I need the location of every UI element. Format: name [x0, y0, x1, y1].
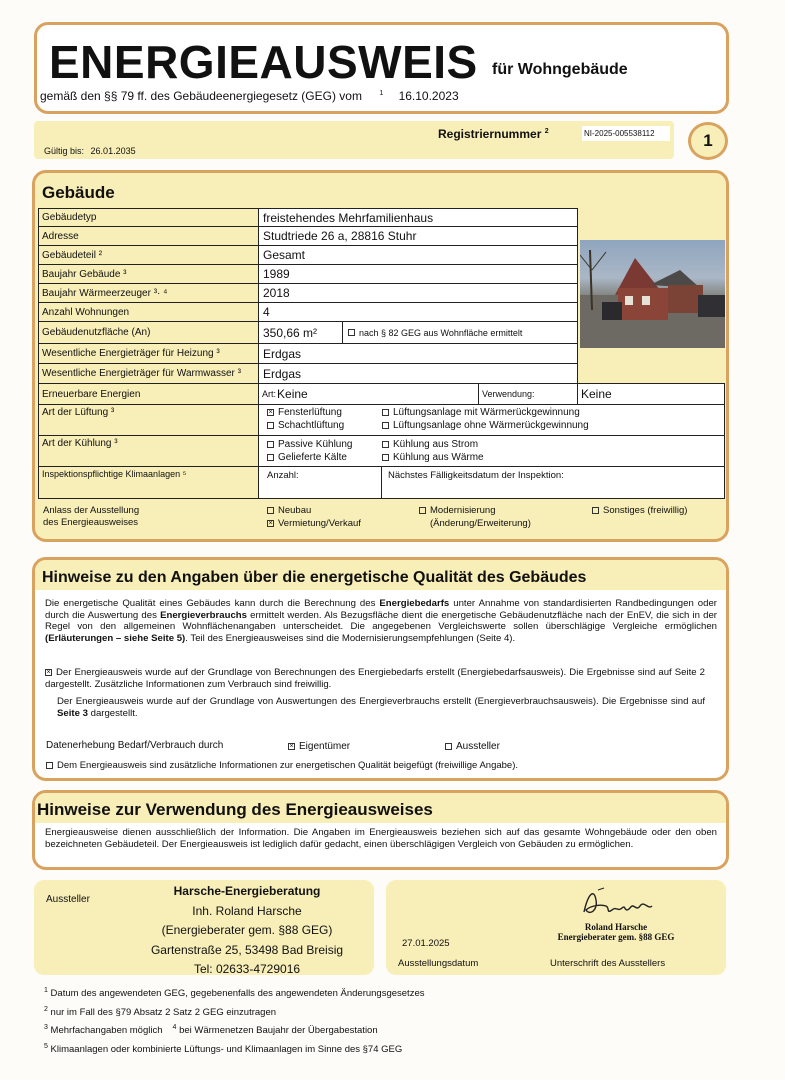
checkbox-icon[interactable]	[382, 441, 389, 448]
ventilation-options	[258, 404, 725, 436]
row-value	[258, 321, 578, 344]
reason-option: Neubau	[267, 505, 311, 516]
notes-usage-title: Hinweise zur Verwendung des Energieausweises	[37, 800, 433, 819]
additional-info: Dem Energieausweis sind zusätzliche Informationen zur energetischen Qualität beigefügt (freiwillige Angabe).	[46, 760, 518, 771]
footnotes	[44, 983, 424, 1058]
option-label: Fensterlüftung	[278, 407, 342, 418]
footnote: $^2$ nur im Fall des §79 Absatz 2 Satz 2 GEG einzutragen	[44, 1005, 277, 1018]
inspection-count: Anzahl:	[258, 466, 382, 499]
option-label: Lüftungsanlage mit Wärmerückgewinnung	[393, 407, 580, 418]
row-value: Erdgas	[258, 343, 578, 364]
reason-option: Modernisierung	[419, 505, 495, 516]
building-photo	[580, 240, 725, 348]
checkbox-icon[interactable]	[267, 441, 274, 448]
notes-quality-section	[32, 557, 729, 781]
footnote: $^5$ Klimaanlagen oder kombinierte Lüftungs- und Klimaanlagen im Sinne des §74 GEG	[44, 1042, 403, 1056]
option-label: Kühlung aus Strom	[393, 439, 479, 450]
area-note: nach § 82 GEG aus Wohnfläche ermittelt	[342, 322, 579, 343]
row-value: 4	[258, 302, 578, 322]
cooling-options	[258, 435, 725, 467]
row-value: Studtriede 26 a, 28816 Stuhr	[258, 226, 578, 246]
page-number-badge	[688, 122, 728, 160]
checkbox-icon[interactable]	[592, 507, 599, 514]
signature-box	[386, 880, 726, 975]
option-label: Passive Kühlung	[278, 439, 353, 450]
page-number: 1	[703, 131, 713, 150]
checkbox-icon[interactable]	[419, 507, 426, 514]
row-label: Gebäudenutzfläche (An)	[38, 321, 259, 344]
checkbox-icon[interactable]	[382, 409, 389, 416]
signature-image	[576, 884, 666, 922]
document-title: ENERGIEAUSWEIS	[49, 36, 478, 88]
notes-usage-section	[32, 790, 729, 870]
option-label: Kühlung aus Wärme	[393, 452, 484, 463]
reason-option: Sonstiges (freiwillig)	[592, 505, 687, 516]
row-label: Wesentliche Energieträger für Heizung ³	[38, 343, 259, 364]
notes-usage-text: Energieausweise dienen ausschließlich der Information. Die Angaben im Energieausweis beziehen sich auf das gesamte Wohngebäude oder den oben bezeichneten Gebäudeteil. Der Energieausweis ist lediglich dafür gedacht, einen überschlägigen Vergleich von Gebäuden zu ermöglichen.	[45, 827, 717, 850]
checkbox-icon[interactable]	[382, 454, 389, 461]
cooling-label: Art der Kühlung ³	[38, 435, 259, 467]
row-value: 1989	[258, 264, 578, 284]
registration-label: Registriernummer $^2$	[438, 127, 549, 141]
signature-stamp: Roland Harsche Energieberater gem. §88 GEG	[557, 922, 675, 942]
building-section-title: Gebäude	[42, 183, 115, 202]
checkbox-icon[interactable]: ×	[46, 668, 51, 676]
checkbox-icon[interactable]	[267, 507, 274, 514]
checkbox-icon[interactable]: ×	[289, 742, 294, 750]
renewable-use-label: Verwendung:	[478, 383, 578, 405]
signature-label: Unterschrift des Ausstellers	[550, 958, 666, 969]
checkbox-icon[interactable]: ×	[268, 519, 273, 527]
renewable-art: Art: Keine	[258, 383, 479, 405]
issuer-address: Harsche-Energieberatung Inh. Roland Harsche (Energieberater gem. §88 GEG) Gartenstraße 25, 53498 Bad Breisig Tel: 02633-4729016	[150, 884, 344, 976]
data-collection-label: Datenerhebung Bedarf/Verbrauch durch	[46, 740, 224, 751]
row-label: Baujahr Wärmeerzeuger ³· ⁴	[38, 283, 259, 303]
row-label: Anzahl Wohnungen	[38, 302, 259, 322]
option-label: Lüftungsanlage ohne Wärmerückgewinnung	[393, 420, 589, 431]
renewable-label: Erneuerbare Energien	[38, 383, 259, 405]
checkbox-icon[interactable]	[445, 743, 452, 750]
footnote: $^3$ Mehrfachangaben möglich $^4$ bei Wärmenetzen Baujahr der Übergabestation	[44, 1024, 378, 1037]
checkbox-icon[interactable]	[46, 762, 53, 769]
row-label: Wesentliche Energieträger für Warmwasser ³	[38, 363, 259, 384]
renewable-use-value: Keine	[577, 383, 725, 405]
law-line: gemäß den §§ 79 ff. des Gebäudeenergiegesetz (GEG) vom $^1$ 16.10.2023	[40, 89, 459, 103]
option-consumption: Der Energieausweis wurde auf der Grundlage von Auswertungen des Energieverbrauchs erstellt (Energieverbrauchsausweis). Die Ergebnisse sind auf Seite 3 dargestellt.	[57, 696, 705, 719]
option-label: Gelieferte Kälte	[278, 452, 347, 463]
row-label: Gebäudeteil ²	[38, 245, 259, 265]
row-label: Adresse	[38, 226, 259, 246]
inspection-label: Inspektionspflichtige Klimaanlagen ⁵	[38, 466, 259, 499]
row-label: Baujahr Gebäude ³	[38, 264, 259, 284]
registration-bar	[34, 121, 674, 159]
registration-number: NI-2025-005538112	[582, 126, 670, 141]
issue-date-label: Ausstellungsdatum	[398, 958, 479, 969]
row-value: Erdgas	[258, 363, 578, 384]
row-value: 2018	[258, 283, 578, 303]
option-label: Schachtlüftung	[278, 420, 345, 431]
checkbox-icon[interactable]: ×	[268, 408, 273, 416]
reason-label: Anlass der Ausstellung des Energieausweises	[43, 505, 140, 528]
option-demand: × Der Energieausweis wurde auf der Grundlage von Berechnungen des Energiebedarfs erstellt (Energiebedarfsausweis). Die Ergebnisse sind auf Seite 2 dargestellt. Zusätzliche Informationen zum Verbrauch sind freiwillig.	[45, 667, 705, 690]
reason-option-cont: (Änderung/Erweiterung)	[430, 518, 531, 529]
issuer-option: Aussteller	[445, 741, 500, 752]
notes-quality-paragraph: Die energetische Qualität eines Gebäudes kann durch die Berechnung des Energiebedarfs unter Annahme von standardisierten Randbedingungen oder durch die Auswertung des Energieverbrauchs ermittelt werden. Als Bezugsfläche dient die energetische Gebäudenutzfläche nach der EnEV, die sich in der Regel von den allgemeinen Wohnflächenangaben unterscheidet. Die angegebenen Vergleichswerte sollen überschlägige Vergleiche ermöglichen (Erläuterungen – siehe Seite 5). Teil des Energieausweises sind die Modernisierungsempfehlungen (Seite 4).	[45, 598, 717, 644]
row-label: Gebäudetyp	[38, 208, 259, 227]
inspection-due: Nächstes Fälligkeitsdatum der Inspektion:	[381, 466, 725, 499]
checkbox-icon[interactable]	[267, 454, 274, 461]
ventilation-label: Art der Lüftung ³	[38, 404, 259, 436]
checkbox-icon[interactable]	[348, 329, 355, 336]
footnote: $^1$ Datum des angewendeten GEG, gegebenenfalls des angewendeten Änderungsgesetzes	[44, 987, 425, 1000]
issue-date: 27.01.2025	[402, 938, 450, 949]
header-box	[34, 22, 729, 114]
document-subtitle: für Wohngebäude	[492, 61, 628, 78]
row-value: freistehendes Mehrfamilienhaus	[258, 208, 578, 227]
area-value: 350,66 m²	[263, 325, 318, 340]
issuer-box	[34, 880, 374, 975]
notes-quality-title: Hinweise zu den Angaben über die energetische Qualität des Gebäudes	[42, 569, 587, 586]
owner-option: × Eigentümer	[289, 741, 351, 752]
valid-until: Gültig bis: 26.01.2035	[44, 146, 136, 156]
checkbox-icon[interactable]	[382, 422, 389, 429]
checkbox-icon[interactable]	[267, 422, 274, 429]
issuer-label: Aussteller	[46, 894, 90, 905]
reason-option: × Vermietung/Verkauf	[268, 518, 361, 529]
row-value: Gesamt	[258, 245, 578, 265]
